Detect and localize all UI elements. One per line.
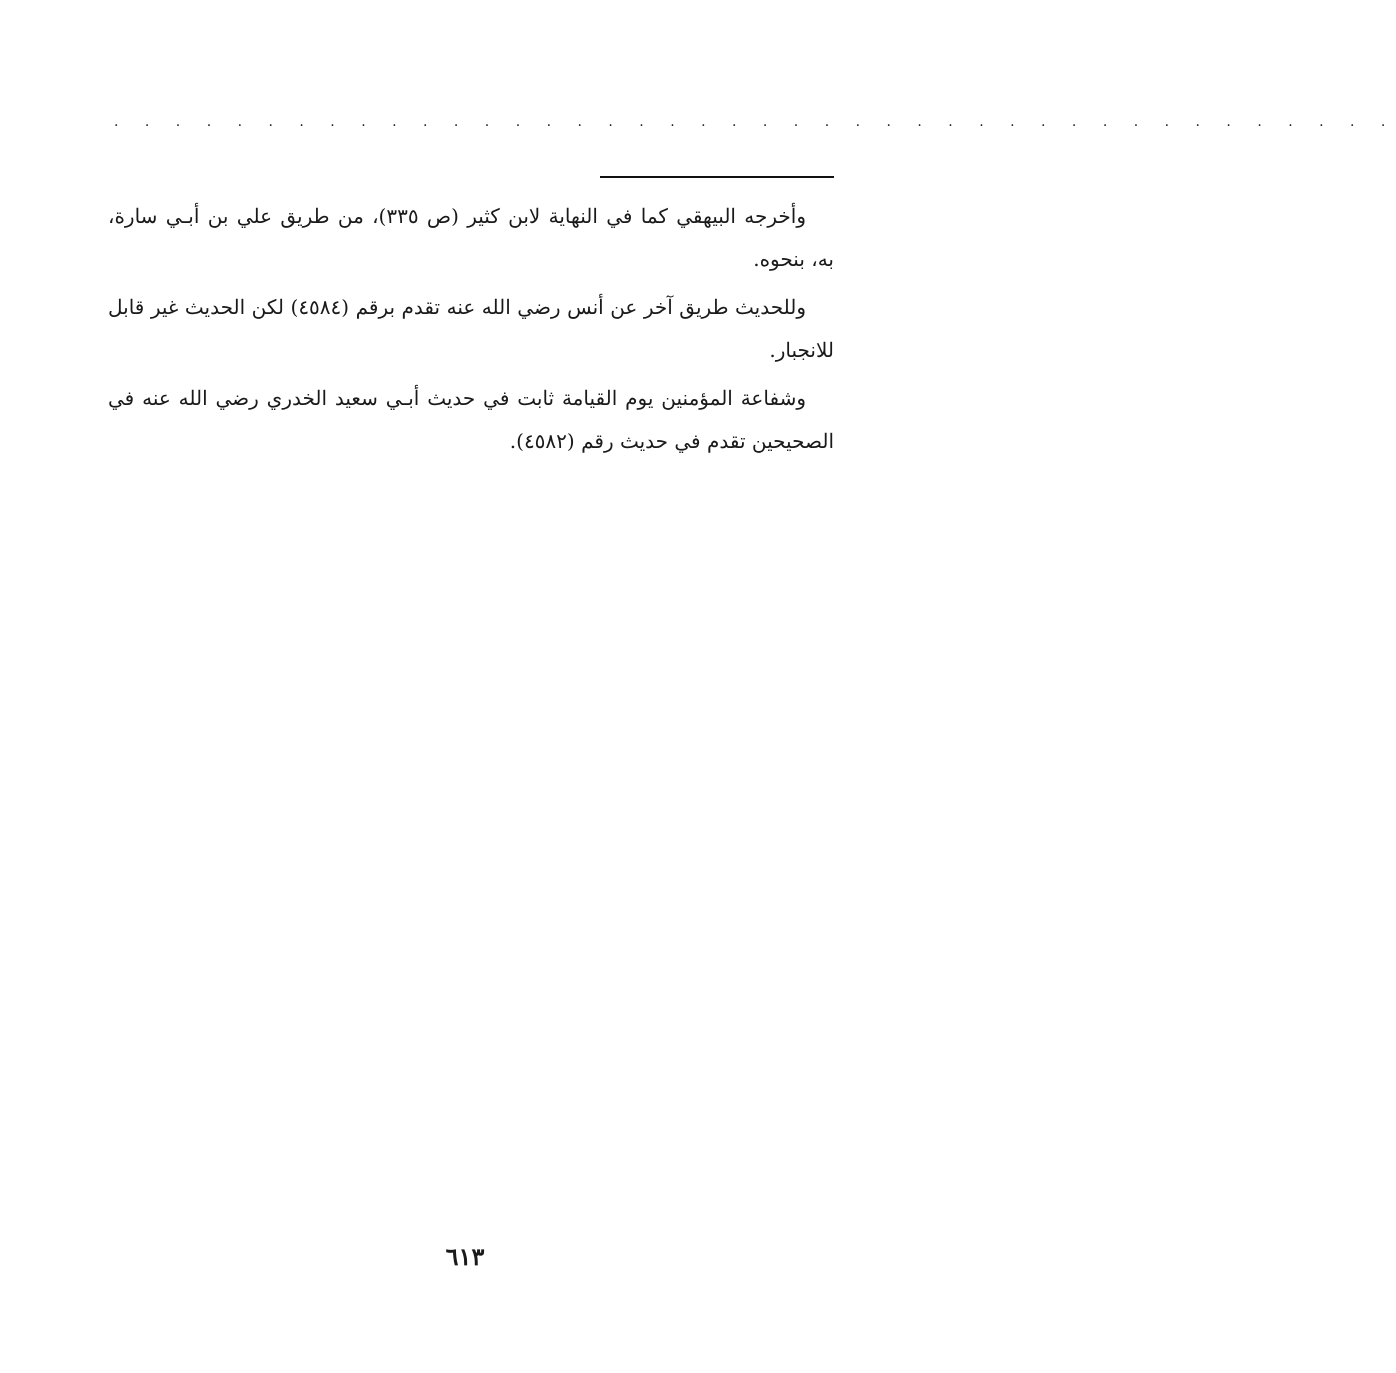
- footnotes-block: [108, 195, 834, 468]
- footnote-paragraph: وأخرجه البيهقي كما في النهاية لابن كثير (ص ٣٣٥)، من طريق علي بن أبـي سارة، به، بنحوه.: [108, 204, 834, 271]
- footnote-paragraph: وللحديث طريق آخر عن أنس رضي الله عنه تقدم برقم (٤٥٨٤) لكن الحديث غير قابل للانجبار.: [108, 295, 834, 362]
- footnote-rule: [600, 176, 834, 178]
- page-number: ٦١٣: [445, 1242, 485, 1271]
- dotted-separator: . . . . . . . . . . . . . . . . . . . . . . . . . . . . . . . . . . . . . . . . . .: [114, 114, 1396, 130]
- footnote-paragraph: وشفاعة المؤمنين يوم القيامة ثابت في حديث أبـي سعيد الخدري رضي الله عنه في الصحيحين تقدم في حديث رقم (٤٥٨٢).: [108, 386, 834, 453]
